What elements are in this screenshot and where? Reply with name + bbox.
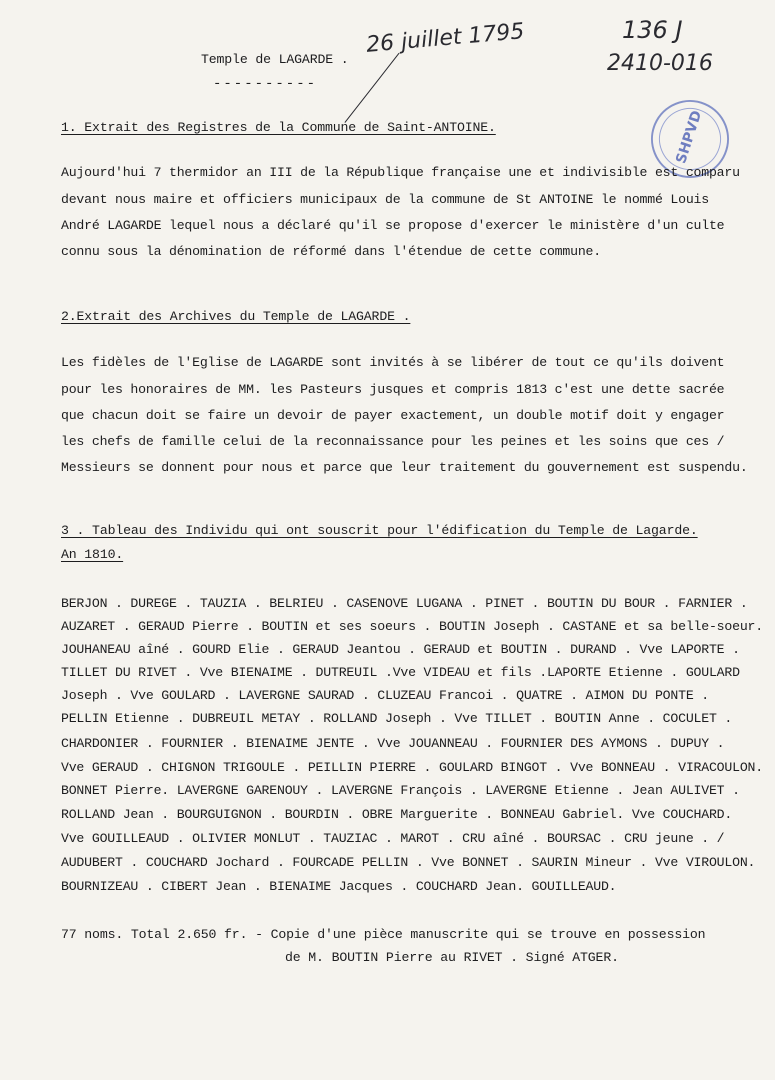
subscriber-line: Vve GOUILLEAUD . OLIVIER MONLUT . TAUZIAC . MAROT . CRU aîné . BOURSAC . CRU jeune . / bbox=[61, 831, 725, 846]
section1-heading: 1. Extrait des Registres de la Commune de Saint-ANTOINE. bbox=[61, 120, 496, 135]
handwritten-date: 26 juillet 1795 bbox=[365, 19, 526, 58]
section3-heading: 3 . Tableau des Individu qui ont souscrit pour l'édification du Temple de Lagarde. bbox=[61, 523, 698, 538]
subscriber-line: Joseph . Vve GOULARD . LAVERGNE SAURAD . CLUZEAU Francoi . QUATRE . AIMON DU PONTE . bbox=[61, 688, 709, 703]
section2-line: que chacun doit se faire un devoir de payer exactement, un double motif doit y engager bbox=[61, 408, 725, 423]
subscriber-line: BOURNIZEAU . CIBERT Jean . BIENAIME Jacques . COUCHARD Jean. GOUILLEAUD. bbox=[61, 879, 617, 894]
section1-line: devant nous maire et officiers municipaux de la commune de St ANTOINE le nommé Louis bbox=[61, 192, 709, 207]
subscriber-line: AUZARET . GERAUD Pierre . BOUTIN et ses soeurs . BOUTIN Joseph . CASTANE et sa belle-soeur. bbox=[61, 619, 763, 634]
handwritten-stroke bbox=[344, 53, 399, 123]
subscriber-line: CHARDONIER . FOURNIER . BIENAIME JENTE . Vve JOUANNEAU . FOURNIER DES AYMONS . DUPUY . bbox=[61, 736, 725, 751]
section2-line: Messieurs se donnent pour nous et parce que leur traitement du gouvernement est suspendu. bbox=[61, 460, 748, 475]
subscriber-line: BONNET Pierre. LAVERGNE GARENOUY . LAVERGNE François . LAVERGNE Etienne . Jean AULIVET . bbox=[61, 783, 740, 798]
subscriber-line: TILLET DU RIVET . Vve BIENAIME . DUTREUIL .Vve VIDEAU et fils .LAPORTE Etienne . GOULARD bbox=[61, 665, 740, 680]
stamp-label: SHPVD bbox=[673, 108, 706, 166]
subscriber-line: Vve GERAUD . CHIGNON TRIGOULE . PEILLIN PIERRE . GOULARD BINGOT . Vve BONNEAU . VIRACOULON. bbox=[61, 760, 763, 775]
section1-line: André LAGARDE lequel nous a déclaré qu'il se propose d'exercer le ministère d'un culte bbox=[61, 218, 725, 233]
footer-signature-line: de M. BOUTIN Pierre au RIVET . Signé ATGER. bbox=[285, 950, 619, 965]
handwritten-reference-1: 136 J bbox=[622, 16, 683, 44]
section3-year: An 1810. bbox=[61, 547, 124, 562]
handwritten-reference-2: 2410-016 bbox=[607, 51, 713, 76]
section2-line: pour les honoraires de MM. les Pasteurs jusques et compris 1813 c'est une dette sacrée bbox=[61, 382, 725, 397]
footer-total-line: 77 noms. Total 2.650 fr. - Copie d'une pièce manuscrite qui se trouve en possession bbox=[61, 927, 706, 942]
section2-heading: 2.Extrait des Archives du Temple de LAGARDE . bbox=[61, 309, 411, 324]
section2-line: Les fidèles de l'Eglise de LAGARDE sont invités à se libérer de tout ce qu'ils doivent bbox=[61, 355, 725, 370]
section2-line: les chefs de famille celui de la reconnaissance pour les peines et les soins que ces / bbox=[61, 434, 725, 449]
title-rule: ---------- bbox=[213, 76, 318, 92]
section1-line: connu sous la dénomination de réformé dans l'étendue de cette commune. bbox=[61, 244, 601, 259]
subscriber-line: BERJON . DUREGE . TAUZIA . BELRIEU . CASENOVE LUGANA . PINET . BOUTIN DU BOUR . FARNIER . bbox=[61, 596, 748, 611]
subscriber-line: AUDUBERT . COUCHARD Jochard . FOURCADE PELLIN . Vve BONNET . SAURIN Mineur . Vve VIROULON. bbox=[61, 855, 756, 870]
subscriber-line: PELLIN Etienne . DUBREUIL METAY . ROLLAND Joseph . Vve TILLET . BOUTIN Anne . COCULET . bbox=[61, 711, 733, 726]
section1-line: Aujourd'hui 7 thermidor an III de la République française une et indivisible est comparu bbox=[61, 165, 740, 180]
subscriber-line: ROLLAND Jean . BOURGUIGNON . BOURDIN . OBRE Marguerite . BONNEAU Gabriel. Vve COUCHARD. bbox=[61, 807, 733, 822]
document-title: Temple de LAGARDE . bbox=[201, 52, 349, 67]
subscriber-line: JOUHANEAU aîné . GOURD Elie . GERAUD Jeantou . GERAUD et BOUTIN . DURAND . Vve LAPORTE . bbox=[61, 642, 740, 657]
